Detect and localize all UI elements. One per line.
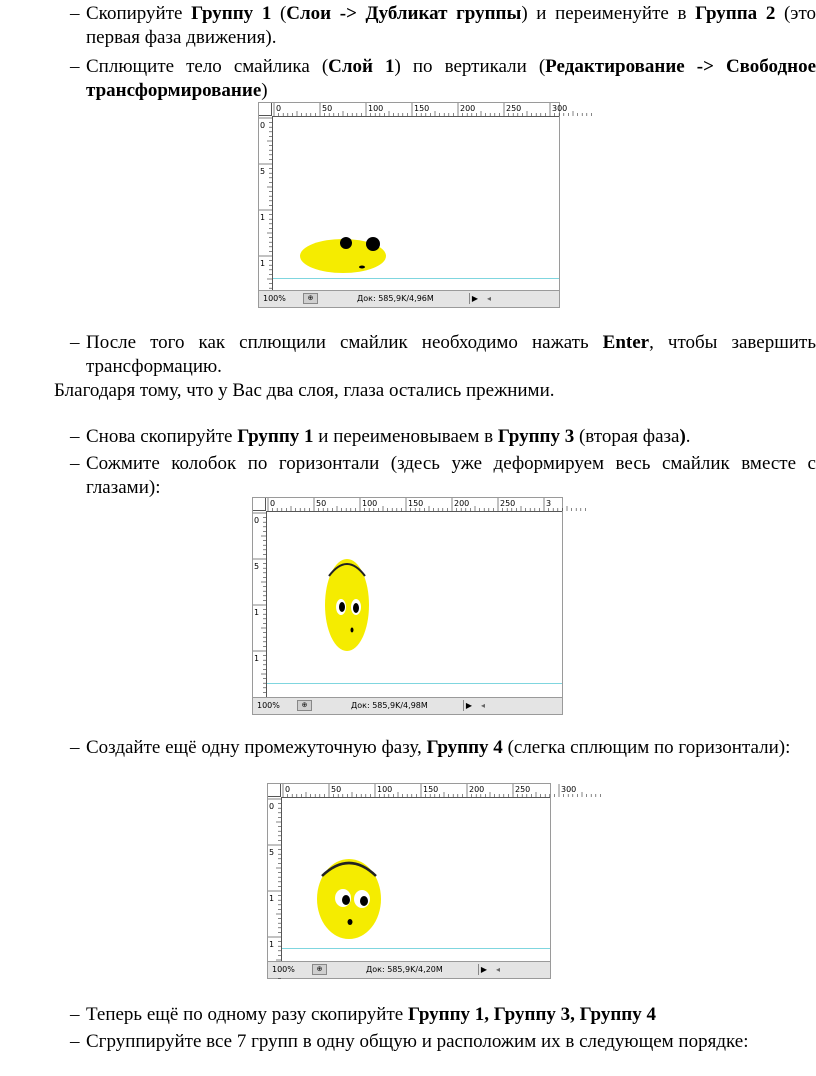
list-dash: – — [70, 1004, 80, 1025]
list-item-text: После того как сплющили смайлик необходимо нажать Enter, чтобы завершить трансформацию. — [86, 332, 816, 377]
horizontal-ruler — [281, 784, 577, 798]
list-item-copy-group3 — [70, 425, 816, 449]
ruler-label: 5 — [260, 167, 266, 176]
scroll-left-icon[interactable]: ◂ — [496, 965, 501, 974]
ruler-label: 150 — [414, 104, 430, 113]
list-item-group-all — [70, 1030, 816, 1054]
canvas — [267, 512, 562, 698]
ruler-label: 300 — [552, 104, 568, 113]
guide-line — [273, 278, 559, 279]
status-menu-arrow-icon[interactable]: ▶ — [478, 964, 489, 975]
ruler-label: 200 — [460, 104, 476, 113]
list-dash: – — [70, 332, 80, 353]
list-item-text: Создайте ещё одну промежуточную фазу, Группу 4 (слегка сплющим по горизонтали): — [86, 737, 791, 758]
list-item-intermediate-phase — [70, 736, 816, 760]
canvas — [273, 117, 559, 291]
ruler-corner — [259, 103, 272, 116]
ruler-label: 5 — [269, 848, 275, 857]
doc-size: Док: 585,9K/4,20M — [366, 965, 443, 974]
list-item-text: Скопируйте Группу 1 (Слои -> Дубликат группы) и переименуйте в Группа 2 (это первая фаза движения). — [86, 3, 816, 48]
slightly-squeezed-smiley — [282, 798, 552, 964]
canvas — [282, 798, 550, 962]
ruler-corner — [268, 784, 281, 797]
list-item-press-enter — [70, 331, 816, 379]
doc-size: Док: 585,9K/4,98M — [351, 701, 428, 710]
ruler-label: 150 — [423, 785, 439, 794]
ruler-label: 100 — [368, 104, 384, 113]
list-item-text: Сплющите тело смайлика (Слой 1) по вертикали (Редактирование -> Свободное трансформирование) — [86, 56, 816, 101]
ruler-label: 250 — [506, 104, 522, 113]
ruler-label: 1 — [254, 608, 260, 617]
list-item-text: Снова скопируйте Группу 1 и переименовываем в Группу 3 (вторая фаза). — [86, 426, 691, 447]
flattened-smiley — [273, 117, 561, 293]
vertical-ruler — [253, 511, 267, 698]
ruler-label: 0 — [270, 499, 276, 508]
photoshop-screenshot-1 — [258, 102, 568, 308]
list-dash: – — [70, 737, 80, 758]
list-item-text: Теперь ещё по одному разу скопируйте Группу 1, Группу 3, Группу 4 — [86, 1004, 656, 1025]
list-dash: – — [70, 426, 80, 447]
ruler-label: 5 — [254, 562, 260, 571]
list-item-flatten-body — [70, 55, 816, 103]
ruler-ticks — [268, 797, 281, 964]
ruler-label: 1 — [260, 213, 266, 222]
ruler-label: 0 — [260, 121, 266, 130]
navigator-icon[interactable]: ⊕ — [297, 700, 312, 711]
doc-size: Док: 585,9K/4,96M — [357, 294, 434, 303]
ruler-label: 50 — [331, 785, 342, 794]
scroll-left-icon[interactable]: ◂ — [487, 294, 492, 303]
navigator-icon[interactable]: ⊕ — [312, 964, 327, 975]
list-dash: – — [70, 1031, 80, 1052]
ruler-label: 1 — [254, 654, 260, 663]
ruler-label: 250 — [500, 499, 516, 508]
photoshop-screenshot-2 — [252, 497, 563, 715]
list-item-text: Сожмите колобок по горизонтали (здесь уже деформируем весь смайлик вместе с глазами): — [86, 453, 816, 498]
zoom-level[interactable]: 100% — [257, 701, 280, 710]
list-dash: – — [70, 453, 80, 474]
ruler-label: 1 — [260, 259, 266, 268]
ruler-ticks — [272, 103, 568, 116]
vertical-ruler — [268, 797, 282, 962]
ruler-label: 1 — [269, 894, 275, 903]
guide-line — [282, 948, 550, 949]
ruler-ticks — [259, 116, 272, 293]
horizontal-ruler — [266, 498, 562, 512]
navigator-icon[interactable]: ⊕ — [303, 293, 318, 304]
ruler-label: 100 — [377, 785, 393, 794]
list-item-copy-groups — [70, 1003, 816, 1027]
ruler-label: 0 — [276, 104, 282, 113]
vertical-ruler — [259, 116, 273, 291]
status-bar — [268, 961, 550, 978]
ruler-label: 100 — [362, 499, 378, 508]
list-item-text: Сгруппируйте все 7 групп в одну общую и расположим их в следующем порядке: — [86, 1031, 749, 1052]
ruler-corner — [253, 498, 266, 511]
scroll-left-icon[interactable]: ◂ — [481, 701, 486, 710]
squeezed-smiley — [267, 512, 564, 700]
list-item-copy-group1 — [70, 2, 816, 50]
horizontal-ruler — [272, 103, 568, 117]
ruler-label: 0 — [285, 785, 291, 794]
status-menu-arrow-icon[interactable]: ▶ — [469, 293, 480, 304]
ruler-label: 250 — [515, 785, 531, 794]
ruler-label: 1 — [269, 940, 275, 949]
ruler-ticks — [266, 498, 564, 511]
status-menu-arrow-icon[interactable]: ▶ — [463, 700, 474, 711]
zoom-level[interactable]: 100% — [272, 965, 295, 974]
ruler-label: 200 — [454, 499, 470, 508]
paragraph-two-layers: Благодаря тому, что у Вас два слоя, глаза остались прежними. — [54, 380, 555, 401]
ruler-ticks — [253, 511, 266, 700]
ruler-label: 50 — [316, 499, 327, 508]
photoshop-screenshot-3 — [267, 783, 577, 979]
ruler-label: 3 — [546, 499, 552, 508]
list-dash: – — [70, 56, 80, 77]
list-dash: – — [70, 3, 80, 24]
status-bar — [259, 290, 559, 307]
ruler-label: 0 — [254, 516, 260, 525]
ruler-label: 0 — [269, 802, 275, 811]
zoom-level[interactable]: 100% — [263, 294, 286, 303]
ruler-ticks — [281, 784, 577, 797]
ruler-label: 50 — [322, 104, 333, 113]
guide-line — [267, 683, 562, 684]
list-item-squeeze-horizontal — [70, 452, 816, 500]
ruler-label: 200 — [469, 785, 485, 794]
ruler-label: 150 — [408, 499, 424, 508]
status-bar — [253, 697, 562, 714]
ruler-label: 300 — [561, 785, 577, 794]
